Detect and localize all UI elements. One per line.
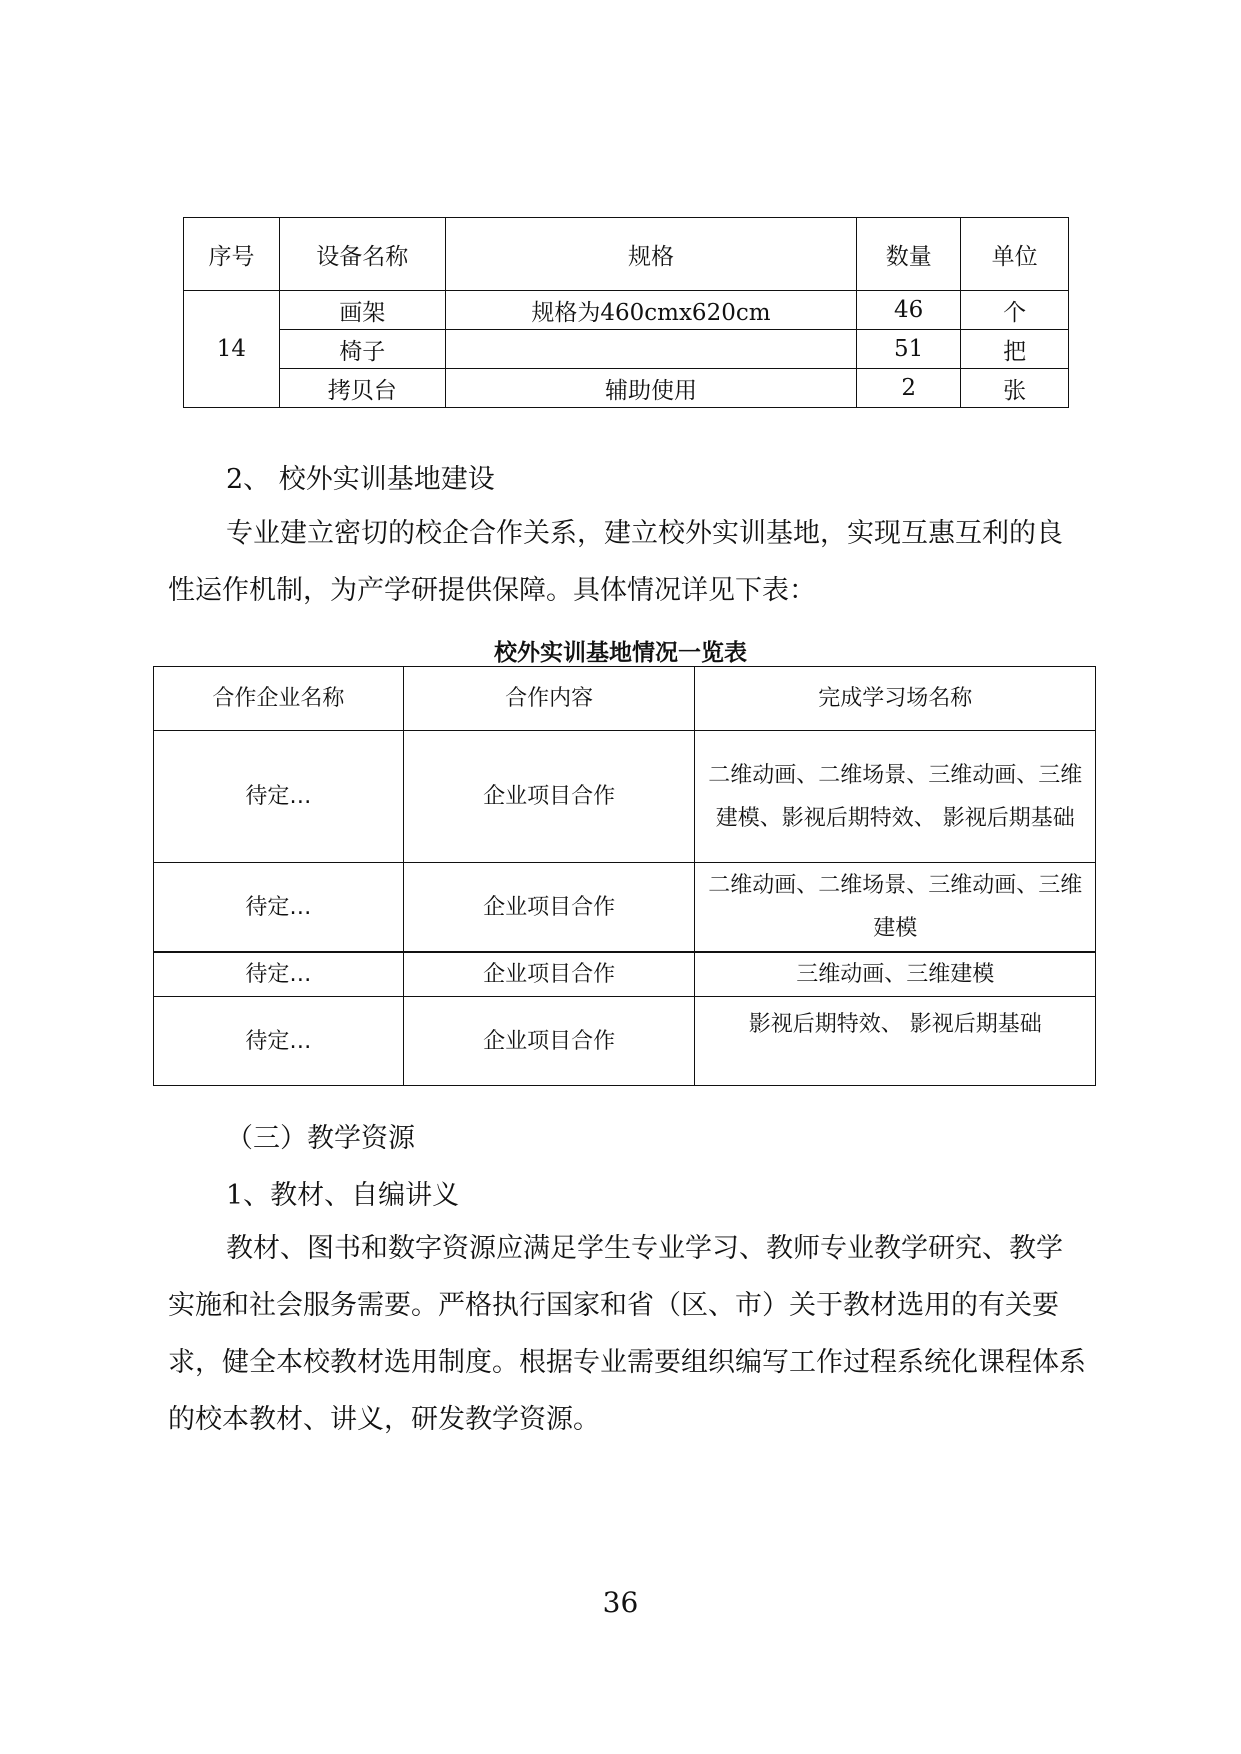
table-row (154, 952, 1096, 997)
section-paragraph (168, 505, 1088, 619)
equipment-header-row (184, 218, 1069, 291)
equipment-quantity: 51 (857, 330, 961, 369)
equipment-unit: 张 (961, 369, 1069, 408)
table-row (154, 731, 1096, 863)
company-name: 待定… (154, 731, 404, 863)
equipment-quantity: 46 (857, 291, 961, 330)
learning-field: 三维动画、三维建模 (695, 952, 1096, 997)
header-serial: 序号 (184, 218, 280, 291)
section-heading: （三）教学资源 (226, 1123, 415, 1154)
header-spec: 规格 (445, 218, 857, 291)
header-company: 合作企业名称 (154, 667, 404, 731)
equipment-spec (445, 330, 857, 369)
subsection-heading: 1、教材、自编讲义 (226, 1180, 460, 1211)
group-serial-number: 14 (184, 291, 280, 408)
learning-field: 二维动画、二维场景、三维动画、三维建模、影视后期特效、 影视后期基础 (695, 731, 1096, 863)
company-name: 待定… (154, 952, 404, 997)
learning-field: 二维动画、二维场景、三维动画、三维建模 (695, 863, 1096, 953)
table-row (184, 369, 1069, 408)
table-row (184, 291, 1069, 330)
equipment-spec: 辅助使用 (445, 369, 857, 408)
header-equipment-name: 设备名称 (279, 218, 445, 291)
section-paragraph (168, 1220, 1088, 1448)
equipment-name: 画架 (279, 291, 445, 330)
training-base-table (153, 666, 1096, 1086)
equipment-spec: 规格为460cmx620cm (445, 291, 857, 330)
section-heading: 2、 校外实训基地建设 (226, 464, 495, 495)
header-learning-field: 完成学习场名称 (695, 667, 1096, 731)
header-unit: 单位 (961, 218, 1069, 291)
paragraph-text: 教材、图书和数字资源应满足学生专业学习、教师专业教学研究、教学实施和社会服务需要。严格执行国家和省（区、市）关于教材选用的有关要求，健全本校教材选用制度。根据专业需要组织编写工作过程系统化课程体系的校本教材、讲义，研发教学资源。 (168, 1233, 1086, 1435)
base-header-row (154, 667, 1096, 731)
table-row (154, 997, 1096, 1086)
cooperation-content: 企业项目合作 (403, 997, 695, 1086)
company-name: 待定… (154, 863, 404, 953)
table-row (184, 330, 1069, 369)
learning-field: 影视后期特效、 影视后期基础 (695, 997, 1096, 1086)
paragraph-text: 专业建立密切的校企合作关系，建立校外实训基地，实现互惠互利的良性运作机制，为产学研提供保障。具体情况详见下表： (168, 518, 1063, 606)
header-quantity: 数量 (857, 218, 961, 291)
equipment-unit: 个 (961, 291, 1069, 330)
equipment-table (183, 217, 1069, 408)
table-row (154, 863, 1096, 953)
cooperation-content: 企业项目合作 (403, 731, 695, 863)
company-name: 待定… (154, 997, 404, 1086)
cooperation-content: 企业项目合作 (403, 863, 695, 953)
header-content: 合作内容 (403, 667, 695, 731)
equipment-name: 拷贝台 (279, 369, 445, 408)
cooperation-content: 企业项目合作 (403, 952, 695, 997)
equipment-name: 椅子 (279, 330, 445, 369)
equipment-quantity: 2 (857, 369, 961, 408)
table-title: 校外实训基地情况一览表 (494, 640, 747, 666)
page-number: 36 (602, 1586, 639, 1619)
equipment-unit: 把 (961, 330, 1069, 369)
